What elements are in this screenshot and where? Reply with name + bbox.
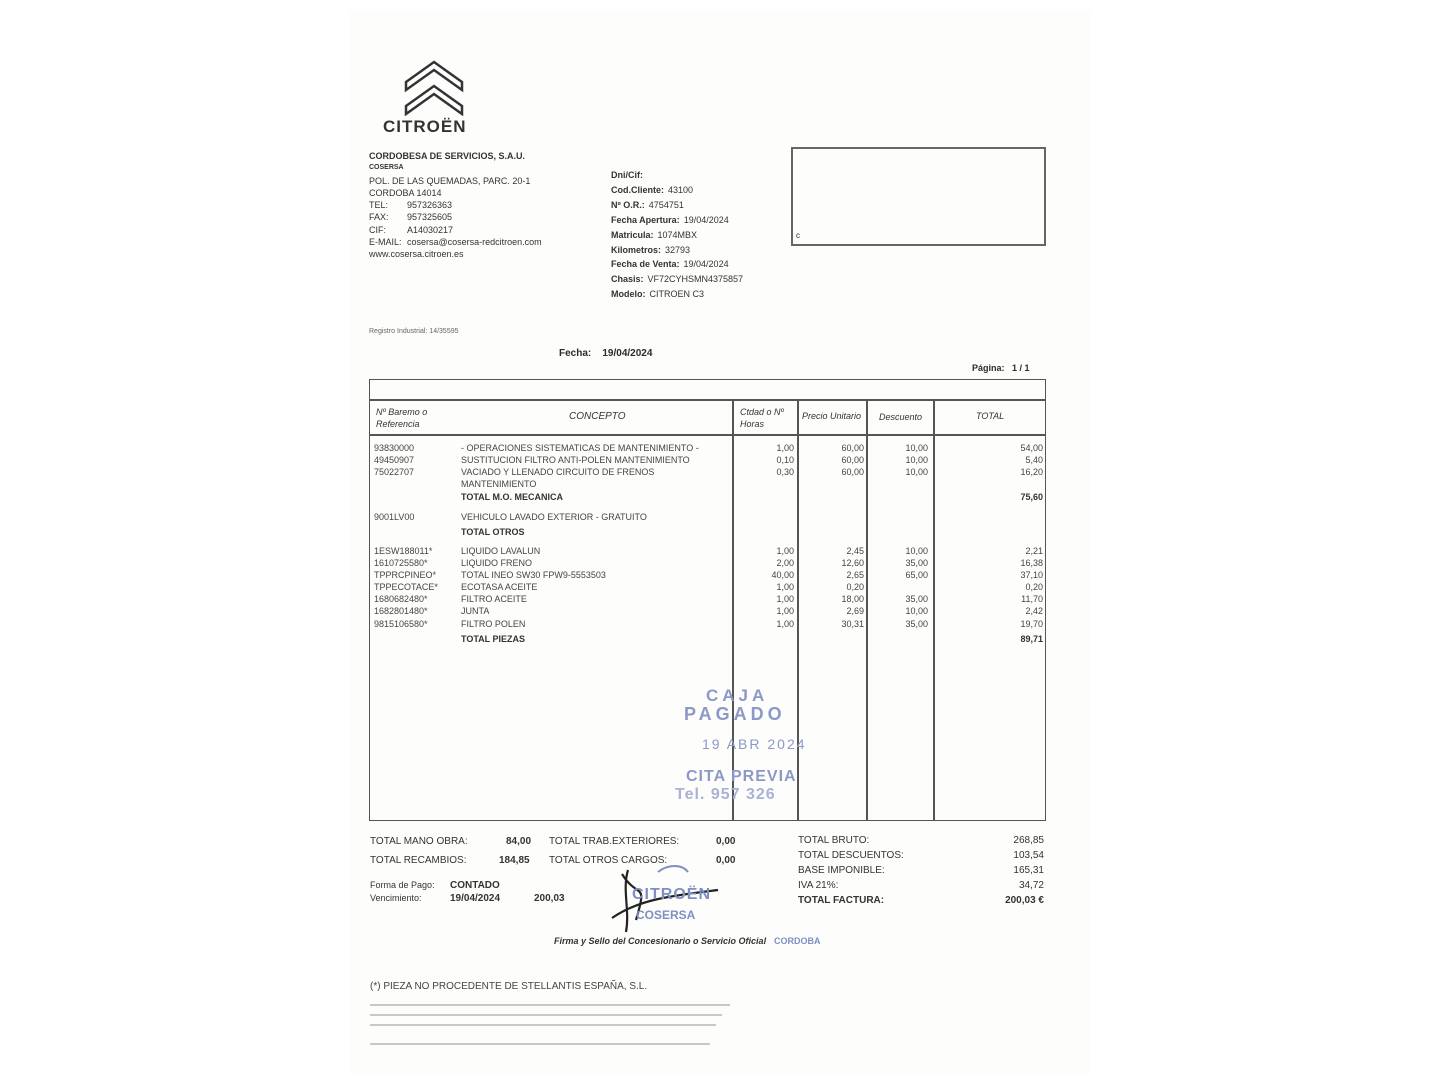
cell-ref: 49450907 [374,455,415,465]
or-value: 4754751 [648,199,684,210]
cell-total: 5,40 [1025,455,1043,465]
cell-ref: 1ESW188011* [374,546,433,556]
cell-total: 16,20 [1020,467,1043,477]
fine-print-line [370,1014,722,1016]
header-ref: Nº Baremo o Referencia [376,407,428,429]
cell-discount: 35,00 [905,594,928,604]
cell-concept: SUSTITUCION FILTRO ANTI-POLEN MANTENIMIENTO [461,455,690,465]
cell-total: 0,20 [1025,582,1043,592]
brand-name: CITROËN [383,117,467,136]
cell-ref: 1682801480* [374,606,428,616]
model-value: CITROEN C3 [649,289,705,300]
table-top-bar [369,379,1046,400]
cell-qty: 2,00 [776,558,794,568]
cell-price: 60,00 [841,467,864,477]
cell-total: 16,38 [1020,558,1043,568]
date-value: 19/04/2024 [602,348,653,359]
vat-value: 34,72 [1018,880,1044,891]
due-label: Vencimiento: [370,893,422,903]
cell-discount: 10,00 [905,467,928,477]
cell-discount: 35,00 [905,558,928,568]
col-divider [933,401,935,820]
page-number [972,363,1030,373]
cell-concept: - OPERACIONES SISTEMATICAS DE MANTENIMIENTO - [461,443,699,453]
cell-total: 2,42 [1025,606,1043,616]
col-divider [797,401,799,820]
labor-value: 84,00 [506,836,532,847]
due-amount: 200,03 [534,893,565,904]
cell-concept: LIQUIDO FRENO [461,558,533,568]
items-table [369,400,1046,821]
km-value: 32793 [665,244,691,255]
email-label: E-MAIL: [369,237,402,248]
company-short: COSERSA [369,164,404,172]
base-value: 165,31 [1013,865,1044,876]
payment-label: Forma de Pago: [370,880,435,890]
company-address: POL. DE LAS QUEMADAS, PARC. 20-1 [369,175,531,186]
citroen-chevron-logo [402,58,466,116]
cell-price: 2,69 [846,606,864,616]
header-qty: Ctdad o Nº Horas [740,407,784,429]
cell-qty: 1,00 [776,606,794,616]
fine-print-line [370,1024,716,1026]
header-concept: CONCEPTO [569,411,626,422]
cell-discount: 10,00 [905,546,928,556]
fax-label: FAX: [369,212,389,223]
cell-ref: 9815106580* [374,619,428,629]
plate-label: Matricula: [611,229,654,240]
company-city: CORDOBA 14014 [369,187,442,198]
cell-ref: 1680682480* [374,594,428,604]
cell-ref: 1610725580* [374,558,428,568]
invoice-total-label: TOTAL FACTURA: [798,895,885,906]
cell-concept: MANTENIMIENTO [461,479,537,489]
signature-caption: Firma y Sello del Concesionario o Servicio Oficial [554,936,767,946]
cell-total: 11,70 [1021,594,1043,604]
cell-concept: VEHICULO LAVADO EXTERIOR - GRATUITO [461,512,647,522]
gross-label: TOTAL BRUTO: [798,835,870,846]
discounts-label: TOTAL DESCUENTOS: [798,850,904,861]
cell-concept: TOTAL OTROS [461,527,525,537]
opened-label: Fecha Apertura: [611,214,680,225]
cell-total: 89,71 [1020,634,1043,644]
client-address-box [791,147,1046,246]
cell-price: 0,20 [846,582,864,592]
cell-concept: VACIADO Y LLENADO CIRCUITO DE FRENOS [461,467,655,477]
header-price: Precio Unitario [802,411,862,421]
invoice-total-value: 200,03 € [1005,895,1044,906]
date-label: Fecha: [559,348,592,359]
cell-qty: 1,00 [776,443,794,453]
cell-total: 37,10 [1020,570,1043,580]
paid-stamp-date: 19 ABR 2024 [702,736,807,752]
cell-price: 18,00 [841,594,864,604]
invoice-date [559,348,652,359]
other-value: 0,00 [716,855,736,866]
fax-value: 957325605 [407,212,453,223]
cell-ref: 75022707 [374,467,415,477]
opened-value: 19/04/2024 [683,214,729,225]
client-value: 43100 [668,184,694,195]
header-total: TOTAL [976,411,1005,421]
gross-value: 268,85 [1013,835,1044,846]
ext-label: TOTAL TRAB.EXTERIORES: [549,836,680,847]
parts-label: TOTAL RECAMBIOS: [370,855,467,866]
dealer-stamp-name: COSERSA [636,908,696,922]
cell-concept: TOTAL M.O. MECANICA [461,492,563,502]
plate-value: 1074MBX [657,229,698,240]
page-value: 1 / 1 [1012,363,1030,373]
cell-ref: TPPECOTACE* [374,582,438,592]
vat-label: IVA 21%: [798,880,839,891]
email-value: cosersa@cosersa-redcitroen.com [407,237,542,248]
cell-qty: 1,00 [776,619,794,629]
page-label: Página: [972,363,1005,373]
company-web: www.cosersa.citroen.es [369,249,464,260]
km-label: Kilometros: [611,244,662,255]
dealer-stamp-city: CORDOBA [774,936,821,946]
company-name: CORDOBESA DE SERVICIOS, S.A.U. [369,151,526,161]
cell-qty: 1,00 [776,546,794,556]
tel-label: TEL: [369,200,389,211]
cell-ref: 93830000 [374,443,415,453]
paid-stamp-tel: Tel. 957 326 [675,786,776,803]
dealer-stamp-brand: CITROËN [632,886,711,903]
paid-stamp-caja: CAJA [706,686,769,705]
vehicle-info [611,168,743,302]
company-info [369,150,542,261]
header-divider [370,434,1045,436]
cell-discount: 10,00 [905,606,928,616]
or-label: Nº O.R.: [611,199,645,210]
dni-label: Dni/Cif: [611,170,643,180]
discounts-value: 103,54 [1013,850,1044,861]
cell-price: 2,65 [846,570,864,580]
model-label: Modelo: [611,289,646,300]
cell-concept: JUNTA [461,606,490,616]
sale-value: 19/04/2024 [683,259,729,270]
cell-concept: ECOTASA ACEITE [461,582,538,592]
cell-total: 19,70 [1020,619,1043,629]
cell-discount: 10,00 [905,443,928,453]
fine-print-line [370,1043,710,1045]
registry-number: Registro Industrial: 14/35595 [369,328,459,335]
cif-label: CIF: [369,224,386,235]
fine-print-line [370,1004,730,1006]
cell-qty: 0,10 [776,455,794,465]
other-label: TOTAL OTROS CARGOS: [549,855,668,866]
client-label: Cod.Cliente: [611,184,664,195]
cell-total: 54,00 [1020,443,1043,453]
cell-qty: 0,30 [776,467,794,477]
sale-label: Fecha de Venta: [611,259,680,270]
cell-price: 60,00 [841,455,864,465]
cell-discount: 35,00 [905,619,928,629]
cell-price: 2,45 [846,546,864,556]
cif-value: A14030217 [407,224,454,235]
ext-value: 0,00 [716,836,736,847]
labor-label: TOTAL MANO OBRA: [370,836,468,847]
header-discount: Descuento [879,412,923,422]
parts-value: 184,85 [499,855,530,866]
paid-stamp-cita: CITA PREVIA [686,768,797,785]
cell-qty: 1,00 [776,594,794,604]
cell-concept: FILTRO ACEITE [461,594,527,604]
cell-discount: 65,00 [905,570,928,580]
chassis-label: Chasis: [611,274,644,285]
cell-total: 75,60 [1020,492,1043,502]
cell-concept: FILTRO POLEN [461,619,526,629]
cell-discount: 10,00 [905,455,928,465]
tel-value: 957326363 [407,200,453,211]
cell-price: 30,31 [841,619,864,629]
due-date: 19/04/2024 [450,893,501,904]
cell-ref: TPPRCPINEO* [374,570,437,580]
footer-note: (*) PIEZA NO PROCEDENTE DE STELLANTIS ESPAÑA, S.L. [370,981,648,992]
cell-concept: LIQUIDO LAVALUN [461,546,541,556]
cell-ref: 9001LV00 [374,512,415,522]
cell-total: 2,21 [1025,546,1043,556]
paid-stamp-pagado: PAGADO [684,704,786,724]
cell-price: 12,60 [841,558,864,568]
cell-qty: 1,00 [776,582,794,592]
cell-price: 60,00 [841,443,864,453]
chassis-value: VF72CYHSMN4375857 [647,274,744,285]
cell-concept: TOTAL PIEZAS [461,634,526,644]
cell-concept: TOTAL INEO SW30 FPW9-5553503 [461,570,606,580]
client-box-text: c [796,231,800,240]
base-label: BASE IMPONIBLE: [798,865,885,876]
payment-value: CONTADO [450,880,500,891]
cell-qty: 40,00 [771,570,794,580]
